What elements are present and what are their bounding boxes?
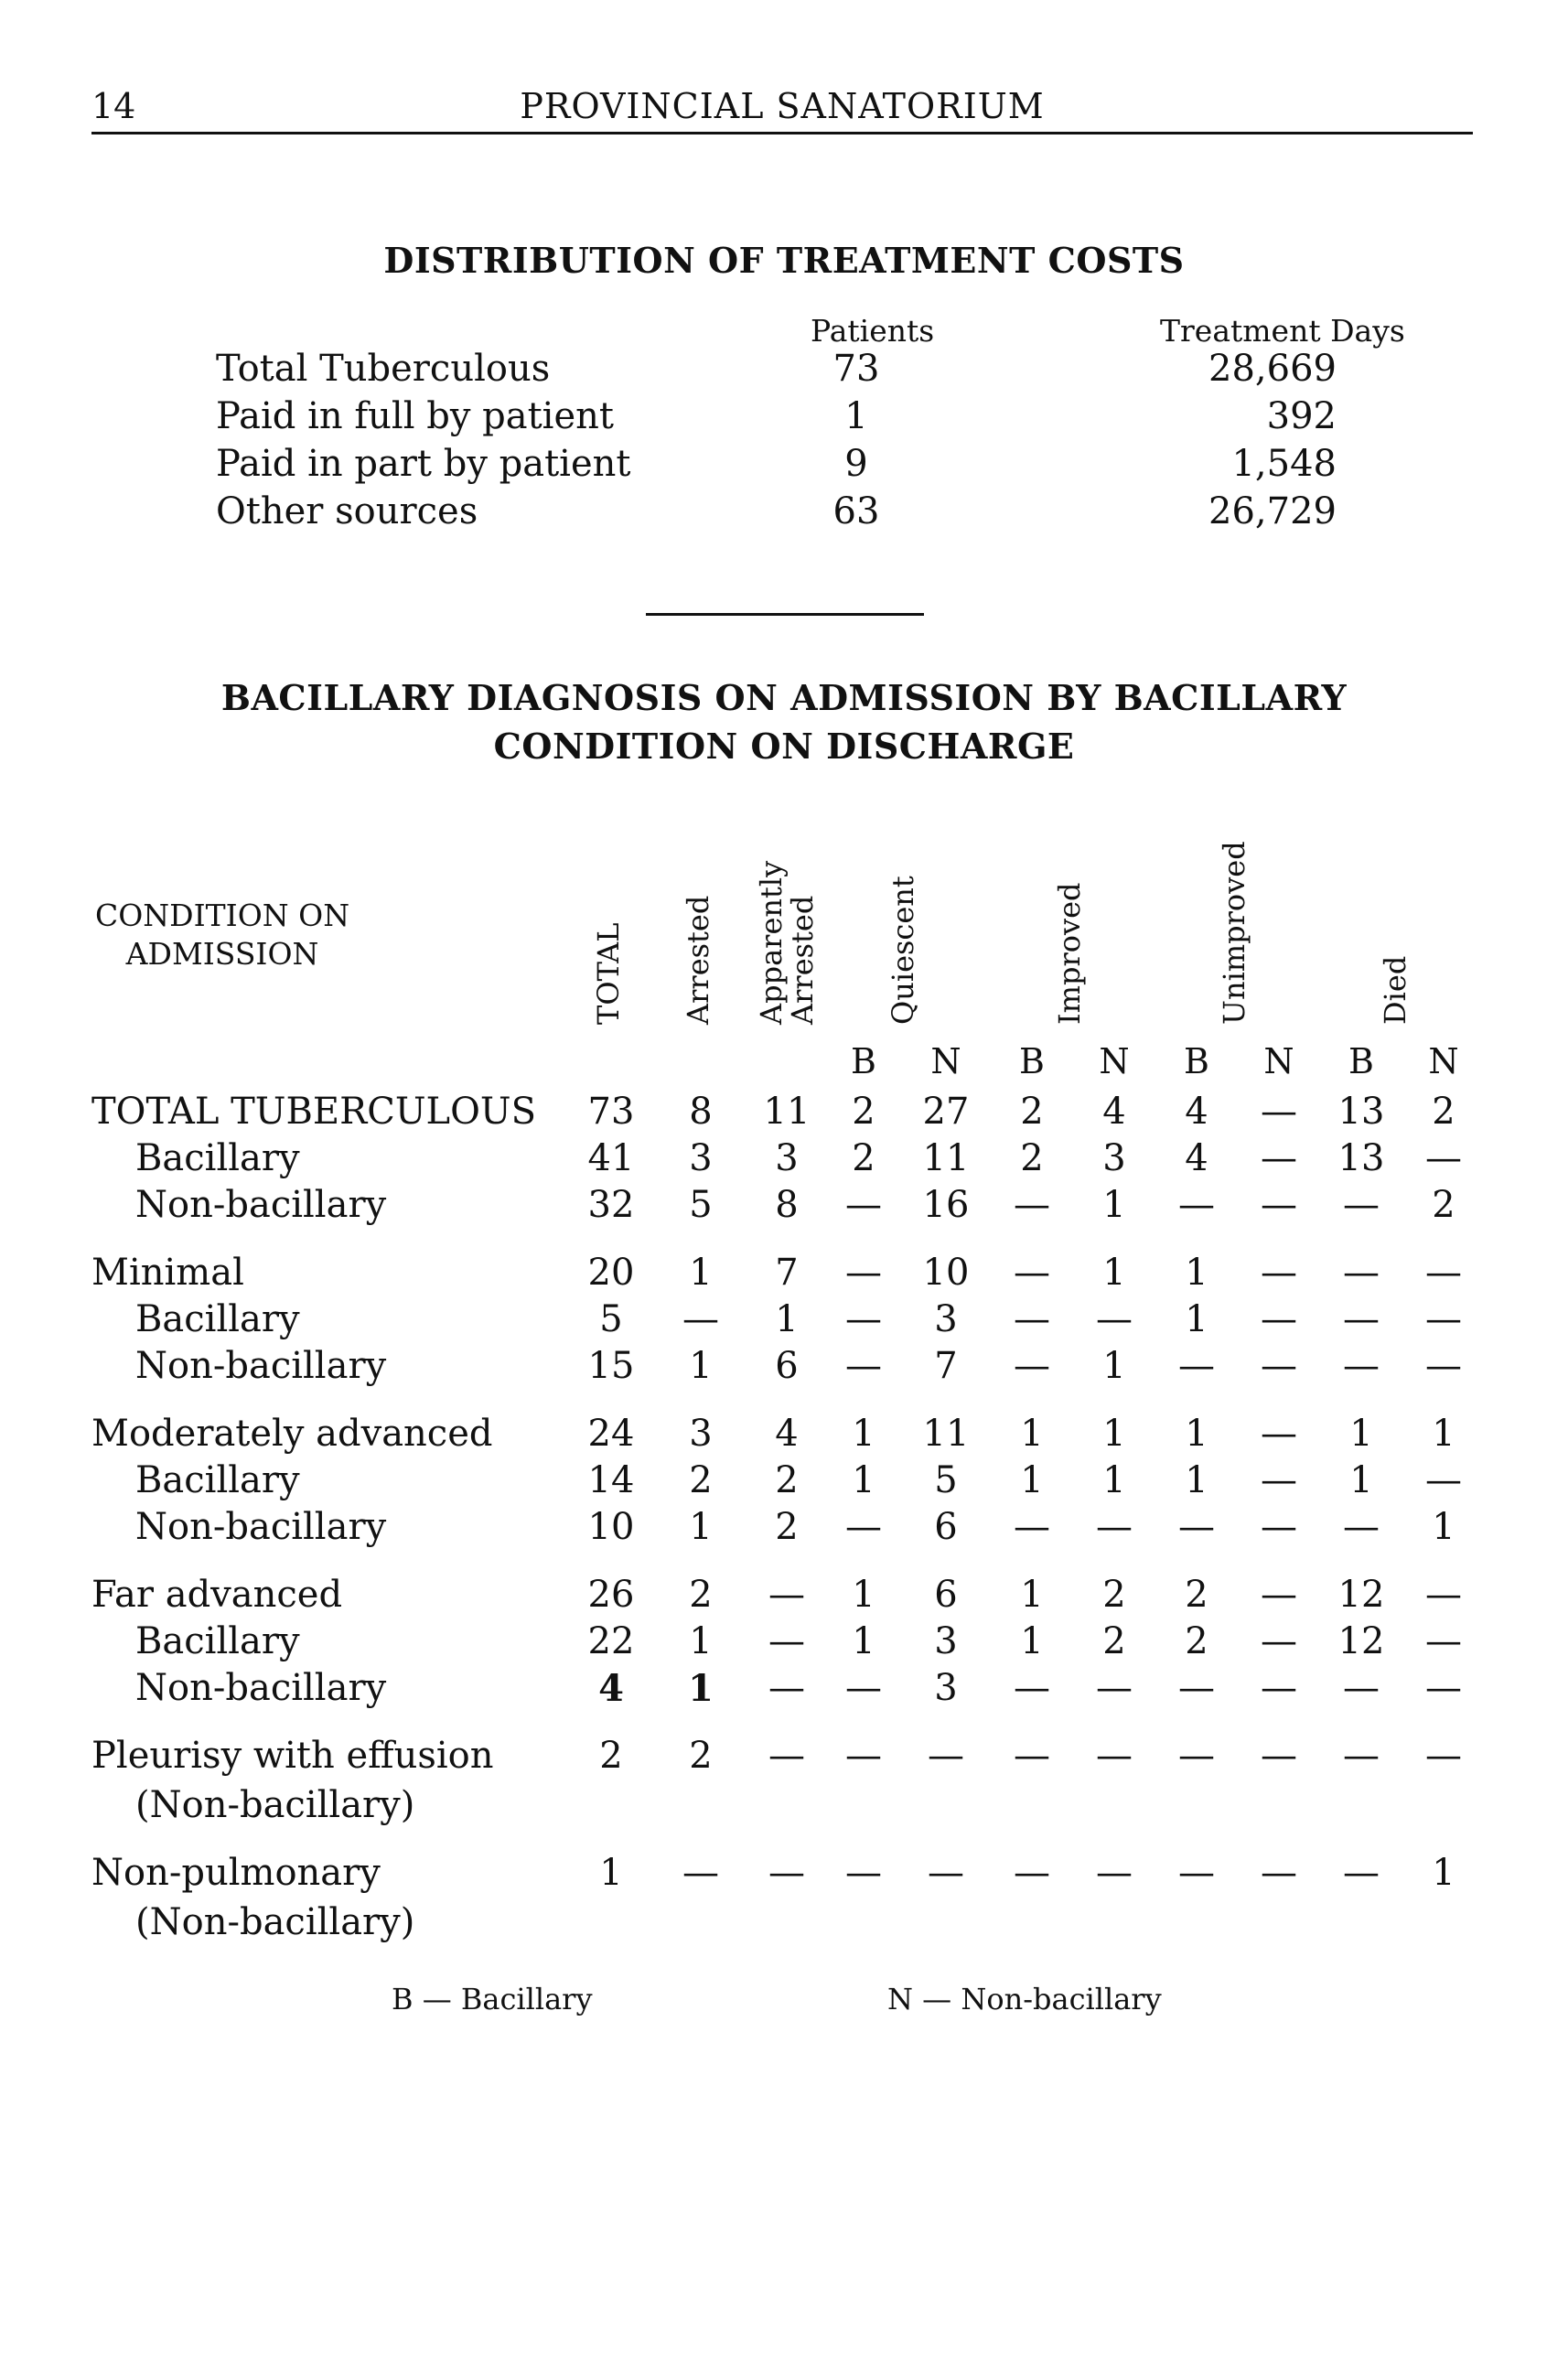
- costs-row: [216, 443, 1478, 490]
- table-cell: 5: [934, 1459, 958, 1501]
- table-cell: —: [845, 1735, 882, 1777]
- costs-row-patients: 1: [844, 395, 868, 437]
- table-cell: —: [928, 1735, 964, 1777]
- table-cell: —: [1425, 1345, 1462, 1387]
- row-label: Non-bacillary: [135, 1184, 387, 1226]
- table-row: [0, 1784, 1568, 1832]
- table-cell: 27: [922, 1091, 970, 1133]
- table-cell: 2: [1020, 1091, 1044, 1133]
- legend-bacillary: B — Bacillary: [392, 1982, 593, 2016]
- costs-row-patients: 63: [832, 490, 880, 532]
- table-cell: 5: [599, 1298, 623, 1340]
- table-cell: 32: [587, 1184, 635, 1226]
- table-cell: —: [1343, 1852, 1380, 1894]
- table-cell: 1: [1102, 1413, 1126, 1455]
- bacillary-title-line1: BACILLARY DIAGNOSIS ON ADMISSION BY BACILLARY: [220, 677, 1348, 718]
- costs-row: [216, 490, 1478, 538]
- costs-col-days: Treatment Days: [1160, 313, 1405, 349]
- table-cell: —: [1425, 1137, 1462, 1179]
- table-cell: 2: [1185, 1574, 1208, 1616]
- table-cell: —: [1261, 1620, 1297, 1662]
- costs-row-label: Paid in part by patient: [216, 443, 631, 485]
- row-label: Bacillary: [135, 1298, 300, 1340]
- costs-row-days: 392: [1266, 395, 1337, 437]
- row-label: Bacillary: [135, 1620, 300, 1662]
- table-cell: —: [1425, 1735, 1462, 1777]
- bacillary-title-line2: CONDITION ON DISCHARGE: [493, 726, 1075, 767]
- costs-row-patients: 73: [832, 348, 880, 390]
- condition-header: [95, 897, 349, 973]
- row-label: Bacillary: [135, 1137, 300, 1179]
- row-label: (Non-bacillary): [135, 1901, 415, 1943]
- table-cell: —: [1261, 1852, 1297, 1894]
- row-label: Non-bacillary: [135, 1667, 387, 1709]
- col-died-header: Died: [1378, 955, 1412, 1025]
- table-cell: —: [845, 1667, 882, 1709]
- table-cell: —: [1261, 1735, 1297, 1777]
- bn-label: N: [930, 1041, 961, 1081]
- table-cell: 1: [1020, 1459, 1044, 1501]
- col-total-header: TOTAL: [591, 922, 626, 1025]
- table-cell: —: [1096, 1735, 1133, 1777]
- table-cell: —: [1261, 1574, 1297, 1616]
- table-cell: 4: [1102, 1091, 1126, 1133]
- table-cell: —: [845, 1852, 882, 1894]
- table-cell: 1: [1102, 1252, 1126, 1294]
- costs-row-patients: 9: [844, 443, 868, 485]
- table-cell: 4: [1185, 1091, 1208, 1133]
- table-row: [0, 1852, 1568, 1899]
- table-cell: 1: [1349, 1459, 1373, 1501]
- table-cell: 6: [934, 1574, 958, 1616]
- table-cell: 3: [689, 1413, 713, 1455]
- table-cell: —: [1178, 1184, 1215, 1226]
- row-label: Bacillary: [135, 1459, 300, 1501]
- table-cell: —: [1014, 1852, 1050, 1894]
- table-cell: 2: [1020, 1137, 1044, 1179]
- table-cell: 1: [852, 1459, 875, 1501]
- condition-header-line1: CONDITION ON: [95, 898, 350, 933]
- table-cell: —: [1014, 1735, 1050, 1777]
- table-cell: 1: [852, 1413, 875, 1455]
- table-cell: 1: [689, 1252, 713, 1294]
- table-row: [0, 1091, 1568, 1138]
- table-cell: 1: [1349, 1413, 1373, 1455]
- row-label: Moderately advanced: [91, 1413, 493, 1455]
- table-cell: 2: [852, 1137, 875, 1179]
- table-cell: —: [1425, 1574, 1462, 1616]
- costs-row: [216, 395, 1478, 443]
- row-label: TOTAL TUBERCULOUS: [91, 1091, 537, 1133]
- table-cell: 3: [1102, 1137, 1126, 1179]
- table-cell: —: [1425, 1459, 1462, 1501]
- table-cell: 13: [1337, 1091, 1385, 1133]
- table-row: [0, 1298, 1568, 1346]
- bn-label: N: [1099, 1041, 1130, 1081]
- table-cell: 1: [1020, 1620, 1044, 1662]
- table-cell: 1: [1432, 1506, 1455, 1548]
- table-row: [0, 1345, 1568, 1393]
- table-cell: 1: [1102, 1345, 1126, 1387]
- table-cell: —: [1261, 1459, 1297, 1501]
- table-cell: —: [1425, 1252, 1462, 1294]
- table-cell: 11: [763, 1091, 811, 1133]
- table-cell: —: [1014, 1667, 1050, 1709]
- table-cell: —: [682, 1298, 719, 1340]
- bn-label: B: [851, 1041, 876, 1081]
- legend-non-bacillary: N — Non-bacillary: [887, 1982, 1162, 2016]
- table-cell: —: [1425, 1298, 1462, 1340]
- table-cell: —: [1343, 1252, 1380, 1294]
- costs-row-days: 28,669: [1208, 348, 1337, 390]
- table-cell: —: [1343, 1298, 1380, 1340]
- section-divider: [646, 613, 924, 616]
- table-cell: 2: [1102, 1574, 1126, 1616]
- table-cell: 2: [775, 1506, 799, 1548]
- table-cell: 4: [775, 1413, 799, 1455]
- costs-row-label: Total Tuberculous: [216, 348, 551, 390]
- table-cell: 1: [688, 1667, 714, 1710]
- row-label: Non-bacillary: [135, 1345, 387, 1387]
- table-cell: —: [845, 1184, 882, 1226]
- table-row: [0, 1574, 1568, 1621]
- table-row: [0, 1667, 1568, 1715]
- row-label: Non-bacillary: [135, 1506, 387, 1548]
- table-cell: 73: [587, 1091, 635, 1133]
- table-cell: —: [1178, 1852, 1215, 1894]
- table-cell: 2: [852, 1091, 875, 1133]
- table-cell: 8: [689, 1091, 713, 1133]
- table-cell: 1: [852, 1620, 875, 1662]
- table-cell: —: [1096, 1298, 1133, 1340]
- table-row: [0, 1413, 1568, 1460]
- table-cell: 1: [1432, 1852, 1455, 1894]
- condition-header-line2: ADMISSION: [125, 936, 319, 972]
- table-cell: 3: [934, 1667, 958, 1709]
- page-number: 14: [91, 86, 136, 126]
- bn-label: B: [1184, 1041, 1209, 1081]
- table-cell: 1: [1185, 1252, 1208, 1294]
- table-cell: —: [1343, 1184, 1380, 1226]
- costs-col-patients: Patients: [811, 313, 935, 349]
- col-improved-header: Improved: [1052, 882, 1087, 1025]
- table-row: [0, 1459, 1568, 1507]
- table-cell: —: [1096, 1506, 1133, 1548]
- table-cell: 1: [1102, 1184, 1126, 1226]
- table-cell: —: [768, 1574, 805, 1616]
- table-cell: —: [1261, 1091, 1297, 1133]
- table-cell: 1: [1185, 1413, 1208, 1455]
- costs-row: [216, 348, 1478, 395]
- table-cell: —: [1343, 1667, 1380, 1709]
- table-cell: —: [1014, 1506, 1050, 1548]
- table-cell: 20: [587, 1252, 635, 1294]
- table-cell: —: [1343, 1735, 1380, 1777]
- table-row: [0, 1735, 1568, 1782]
- table-cell: —: [768, 1735, 805, 1777]
- table-cell: 2: [689, 1459, 713, 1501]
- table-cell: 6: [934, 1506, 958, 1548]
- table-cell: 3: [934, 1298, 958, 1340]
- table-cell: 8: [775, 1184, 799, 1226]
- table-row: [0, 1901, 1568, 1949]
- table-row: [0, 1252, 1568, 1299]
- running-head: [91, 81, 1473, 134]
- table-cell: —: [1261, 1252, 1297, 1294]
- table-cell: —: [1014, 1345, 1050, 1387]
- table-cell: 4: [1185, 1137, 1208, 1179]
- costs-row-label: Paid in full by patient: [216, 395, 614, 437]
- table-cell: 15: [587, 1345, 635, 1387]
- table-cell: 3: [689, 1137, 713, 1179]
- table-cell: —: [682, 1852, 719, 1894]
- table-cell: 13: [1337, 1137, 1385, 1179]
- table-cell: 1: [1185, 1298, 1208, 1340]
- table-cell: 2: [1432, 1091, 1455, 1133]
- table-cell: —: [1261, 1413, 1297, 1455]
- table-cell: 16: [922, 1184, 970, 1226]
- table-row: [0, 1184, 1568, 1231]
- bn-label: B: [1348, 1041, 1374, 1081]
- bn-label: N: [1263, 1041, 1294, 1081]
- table-cell: 22: [587, 1620, 635, 1662]
- table-cell: —: [1096, 1667, 1133, 1709]
- table-cell: 1: [689, 1506, 713, 1548]
- table-cell: 4: [598, 1667, 624, 1710]
- table-cell: —: [845, 1252, 882, 1294]
- table-cell: 1: [1020, 1574, 1044, 1616]
- table-cell: 11: [922, 1137, 970, 1179]
- table-cell: 1: [1432, 1413, 1455, 1455]
- row-label: Minimal: [91, 1252, 244, 1294]
- table-cell: 1: [1102, 1459, 1126, 1501]
- col-apparently-header-1: Apparently: [754, 860, 789, 1025]
- costs-row-days: 1,548: [1231, 443, 1337, 485]
- table-cell: 7: [775, 1252, 799, 1294]
- table-cell: 3: [934, 1620, 958, 1662]
- table-cell: —: [1178, 1345, 1215, 1387]
- table-row: [0, 1620, 1568, 1668]
- table-cell: —: [1261, 1137, 1297, 1179]
- bn-label: N: [1428, 1041, 1459, 1081]
- table-cell: 1: [599, 1852, 623, 1894]
- table-cell: —: [928, 1852, 964, 1894]
- table-cell: —: [768, 1667, 805, 1709]
- table-cell: —: [1178, 1667, 1215, 1709]
- table-cell: 2: [775, 1459, 799, 1501]
- table-cell: 12: [1337, 1620, 1385, 1662]
- table-cell: —: [1261, 1184, 1297, 1226]
- table-cell: —: [1014, 1252, 1050, 1294]
- table-cell: 41: [587, 1137, 635, 1179]
- table-cell: 2: [1185, 1620, 1208, 1662]
- table-cell: 2: [599, 1735, 623, 1777]
- table-cell: —: [768, 1620, 805, 1662]
- table-cell: —: [1096, 1852, 1133, 1894]
- costs-row-label: Other sources: [216, 490, 478, 532]
- table-cell: 2: [689, 1735, 713, 1777]
- table-cell: 12: [1337, 1574, 1385, 1616]
- costs-title: DISTRIBUTION OF TREATMENT COSTS: [383, 240, 1185, 281]
- table-cell: —: [1261, 1298, 1297, 1340]
- running-title: PROVINCIAL SANATORIUM: [520, 86, 1045, 126]
- row-label: (Non-bacillary): [135, 1784, 415, 1826]
- table-cell: —: [1178, 1735, 1215, 1777]
- table-cell: 6: [775, 1345, 799, 1387]
- table-cell: —: [1425, 1620, 1462, 1662]
- col-unimproved-header: Unimproved: [1217, 841, 1251, 1025]
- table-cell: 7: [934, 1345, 958, 1387]
- table-cell: —: [1343, 1506, 1380, 1548]
- table-cell: 2: [689, 1574, 713, 1616]
- table-cell: 1: [689, 1620, 713, 1662]
- table-cell: 1: [775, 1298, 799, 1340]
- table-cell: 1: [852, 1574, 875, 1616]
- table-cell: —: [1261, 1506, 1297, 1548]
- table-cell: —: [1261, 1345, 1297, 1387]
- table-cell: 11: [922, 1413, 970, 1455]
- row-label: Non-pulmonary: [91, 1852, 381, 1894]
- col-apparently-header-2: Arrested: [785, 895, 820, 1025]
- table-cell: 1: [1185, 1459, 1208, 1501]
- table-cell: —: [845, 1345, 882, 1387]
- table-cell: —: [1343, 1345, 1380, 1387]
- table-row: [0, 1137, 1568, 1185]
- table-cell: 24: [587, 1413, 635, 1455]
- table-cell: —: [1014, 1298, 1050, 1340]
- col-quiescent-header: Quiescent: [886, 876, 920, 1025]
- table-cell: 5: [689, 1184, 713, 1226]
- bn-label: B: [1019, 1041, 1045, 1081]
- table-cell: 10: [587, 1506, 635, 1548]
- table-cell: 26: [587, 1574, 635, 1616]
- table-cell: 2: [1432, 1184, 1455, 1226]
- row-label: Pleurisy with effusion: [91, 1735, 494, 1777]
- table-cell: —: [768, 1852, 805, 1894]
- table-cell: 10: [922, 1252, 970, 1294]
- table-cell: —: [845, 1298, 882, 1340]
- col-arrested-header: Arrested: [681, 895, 715, 1025]
- table-cell: —: [1014, 1184, 1050, 1226]
- table-cell: 1: [1020, 1413, 1044, 1455]
- table-cell: 14: [587, 1459, 635, 1501]
- table-cell: —: [1261, 1667, 1297, 1709]
- table-cell: 2: [1102, 1620, 1126, 1662]
- table-cell: 3: [775, 1137, 799, 1179]
- table-cell: —: [845, 1506, 882, 1548]
- table-cell: —: [1178, 1506, 1215, 1548]
- row-label: Far advanced: [91, 1574, 343, 1616]
- costs-row-days: 26,729: [1208, 490, 1337, 532]
- table-row: [0, 1506, 1568, 1554]
- table-cell: 1: [689, 1345, 713, 1387]
- table-cell: —: [1425, 1667, 1462, 1709]
